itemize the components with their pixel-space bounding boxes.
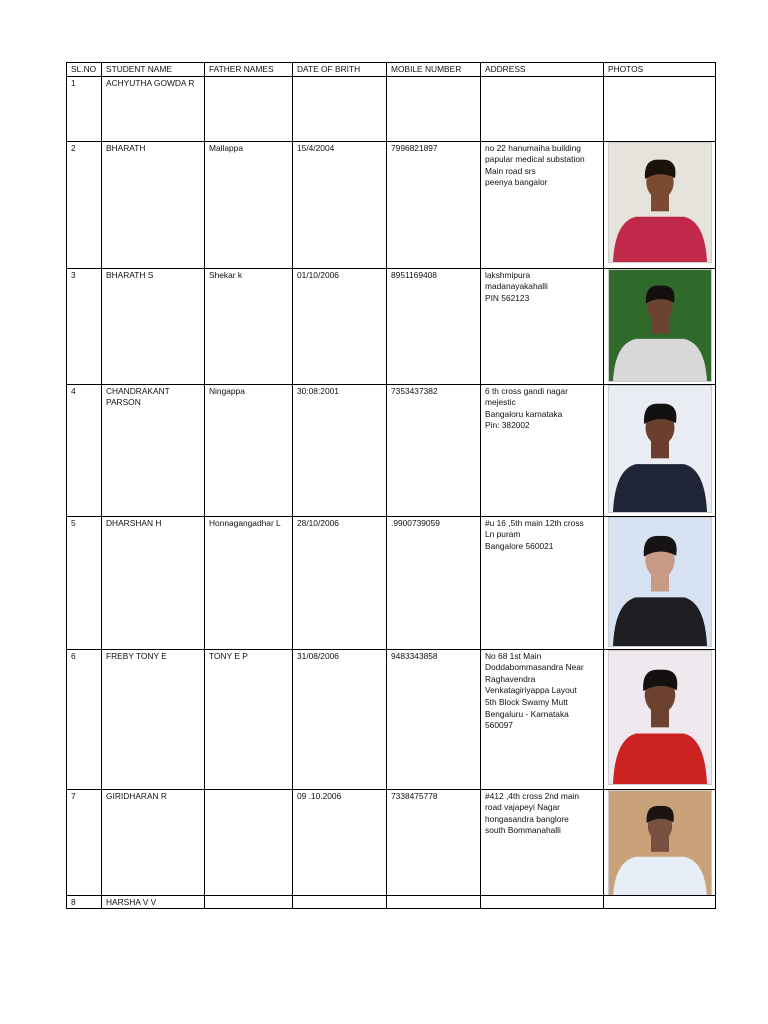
cell-student-name: DHARSHAN H: [102, 516, 205, 649]
header-father-names: FATHER NAMES: [205, 63, 293, 77]
cell-dob: 31/08/2006: [293, 649, 387, 789]
address-line: #u 16 ,5th main 12th cross: [485, 517, 584, 528]
cell-address: [481, 268, 604, 384]
cell-sl-no: 6: [67, 649, 102, 789]
cell-dob: 28/10/2006: [293, 516, 387, 649]
cell-photo: [604, 895, 716, 909]
address-line: Bangalore 560021: [485, 540, 554, 551]
address-line: No 68 1st Main: [485, 650, 542, 661]
portrait-graphic: [609, 651, 711, 784]
cell-mobile: [387, 76, 481, 141]
cell-student-name: CHANDRAKANT PARSON: [102, 384, 205, 516]
table-row: [67, 649, 716, 789]
table-row: [67, 268, 716, 384]
cell-sl-no: 2: [67, 141, 102, 268]
portrait-graphic: [609, 518, 711, 646]
cell-address: [481, 516, 604, 649]
cell-mobile: .9900739059: [387, 516, 481, 649]
cell-father-name: Ningappa: [205, 384, 293, 516]
header-mobile-number: MOBILE NUMBER: [387, 63, 481, 77]
address-line: 560097: [485, 720, 513, 731]
cell-father-name: TONY E P: [205, 649, 293, 789]
table-row: [67, 789, 716, 895]
address-line: no 22 hanumaiha building: [485, 142, 581, 153]
header-photos: PHOTOS: [604, 63, 716, 77]
table-row: [67, 76, 716, 141]
cell-photo: [604, 141, 716, 268]
address-line: mejestic: [485, 397, 516, 408]
student-photo: [608, 790, 712, 896]
student-photo: [608, 142, 712, 263]
cell-photo: [604, 649, 716, 789]
cell-photo: [604, 516, 716, 649]
address-line: papular medical substation: [485, 154, 585, 165]
address-line: hongasandra banglore: [485, 813, 569, 824]
table-row: [67, 141, 716, 268]
address-line: south Bommanahalli: [485, 825, 561, 836]
table-row: [67, 516, 716, 649]
header-student-name: STUDENT NAME: [102, 63, 205, 77]
table-row: [67, 384, 716, 516]
cell-student-name: GIRIDHARAN R: [102, 789, 205, 895]
cell-dob: 30:08:2001: [293, 384, 387, 516]
cell-dob: 09 .10.2006: [293, 789, 387, 895]
cell-address: [481, 76, 604, 141]
portrait-graphic: [609, 386, 711, 512]
address-line: Bengaluru - Karnataka: [485, 708, 569, 719]
address-line: Main road srs: [485, 165, 536, 176]
cell-student-name: BHARATH: [102, 141, 205, 268]
header-address: ADDRESS: [481, 63, 604, 77]
cell-photo: [604, 76, 716, 141]
cell-sl-no: 4: [67, 384, 102, 516]
cell-photo: [604, 384, 716, 516]
cell-mobile: 8951169408: [387, 268, 481, 384]
portrait-graphic: [609, 143, 711, 262]
cell-photo: [604, 268, 716, 384]
cell-photo: [604, 789, 716, 895]
cell-sl-no: 8: [67, 895, 102, 909]
cell-father-name: [205, 76, 293, 141]
cell-dob: [293, 76, 387, 141]
address-line: 6 th cross gandi nagar: [485, 385, 568, 396]
student-photo: [608, 269, 712, 382]
address-line: 5th Block Swamy Mutt: [485, 696, 568, 707]
cell-dob: [293, 895, 387, 909]
student-photo: [608, 650, 712, 785]
address-line: peenya bangalor: [485, 177, 548, 188]
address-line: lakshmipura: [485, 269, 531, 280]
address-line: Venkatagiriyappa Layout: [485, 685, 577, 696]
address-line: madanayakahalli: [485, 281, 548, 292]
address-line: Bangaloru karnataka: [485, 408, 563, 419]
cell-father-name: Shekar k: [205, 268, 293, 384]
cell-father-name: [205, 895, 293, 909]
cell-student-name: ACHYUTHA GOWDA R: [102, 76, 205, 141]
cell-address: [481, 895, 604, 909]
cell-mobile: 7353437382: [387, 384, 481, 516]
cell-mobile: 7996821897: [387, 141, 481, 268]
portrait-graphic: [609, 270, 711, 381]
cell-father-name: [205, 789, 293, 895]
table-header-row: [67, 63, 716, 77]
student-table: [66, 62, 716, 909]
cell-address: [481, 384, 604, 516]
address-line: Ln puram: [485, 529, 521, 540]
cell-mobile: 9483343858: [387, 649, 481, 789]
cell-mobile: 7338475778: [387, 789, 481, 895]
header-date-of-birth: DATE OF BRITH: [293, 63, 387, 77]
cell-sl-no: 1: [67, 76, 102, 141]
address-line: PIN 562123: [485, 292, 530, 303]
cell-sl-no: 5: [67, 516, 102, 649]
portrait-graphic: [609, 791, 711, 896]
cell-mobile: [387, 895, 481, 909]
address-line: Doddabommasandra Near: [485, 662, 584, 673]
address-line: Raghavendra: [485, 673, 536, 684]
address-line: Pin: 382002: [485, 420, 530, 431]
cell-student-name: FREBY TONY E: [102, 649, 205, 789]
table-row: [67, 895, 716, 909]
cell-dob: 15/4/2004: [293, 141, 387, 268]
cell-father-name: Honnagangadhar L: [205, 516, 293, 649]
cell-sl-no: 7: [67, 789, 102, 895]
cell-address: [481, 649, 604, 789]
cell-student-name: HARSHA V V: [102, 895, 205, 909]
address-line: #412 ,4th cross 2nd main: [485, 790, 580, 801]
student-photo: [608, 517, 712, 647]
header-sl-no: SL.NO: [67, 63, 102, 77]
cell-father-name: Mallappa: [205, 141, 293, 268]
cell-address: [481, 141, 604, 268]
cell-address: [481, 789, 604, 895]
cell-student-name: BHARATH S: [102, 268, 205, 384]
address-line: road vajapeyi Nagar: [485, 802, 560, 813]
cell-sl-no: 3: [67, 268, 102, 384]
cell-dob: 01/10/2006: [293, 268, 387, 384]
student-photo: [608, 385, 712, 513]
